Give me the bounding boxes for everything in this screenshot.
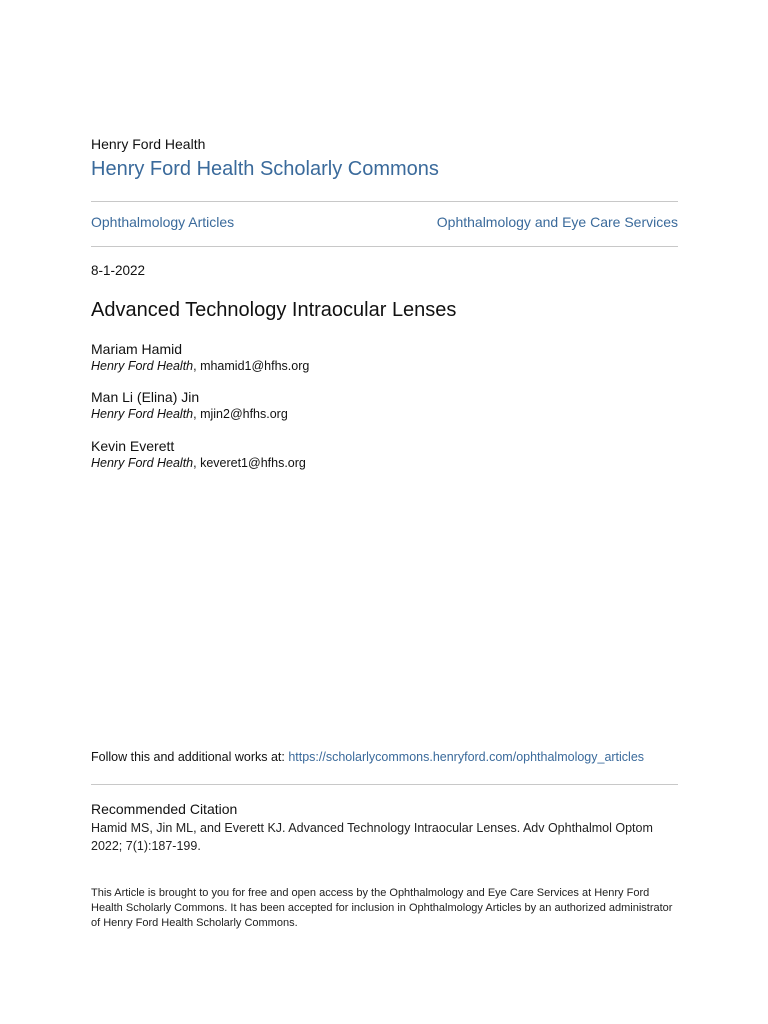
author-affiliation	[91, 358, 309, 375]
follow-label: Follow this and additional works at:	[91, 750, 289, 764]
author-block	[91, 389, 288, 423]
author-email: , mjin2@hfhs.org	[193, 407, 288, 421]
collection-url-link[interactable]: https://scholarlycommons.henryford.com/ophthalmology_articles	[288, 750, 645, 764]
publication-date: 8-1-2022	[91, 263, 146, 278]
follow-line	[91, 750, 644, 764]
author-organization: Henry Ford Health	[91, 407, 194, 421]
institution-name: Henry Ford Health	[91, 136, 206, 152]
author-affiliation	[91, 455, 306, 472]
author-name: Mariam Hamid	[91, 341, 183, 357]
divider-bottom	[91, 784, 678, 785]
author-affiliation	[91, 406, 288, 423]
citation-text: Hamid MS, Jin ML, and Everett KJ. Advanced Technology Intraocular Lenses. Adv Ophthalmol Optom 2022; 7(1):187-199.	[91, 821, 653, 853]
cover-page	[91, 0, 678, 1024]
author-name: Kevin Everett	[91, 438, 175, 454]
repository-title-link[interactable]: Henry Ford Health Scholarly Commons	[91, 158, 439, 180]
author-name: Man Li (Elina) Jin	[91, 389, 200, 405]
article-title: Advanced Technology Intraocular Lenses	[91, 299, 457, 321]
divider-nav	[91, 246, 678, 247]
author-block	[91, 341, 309, 375]
author-email: , keveret1@hfhs.org	[193, 456, 306, 470]
series-link-ophthalmology-articles[interactable]: Ophthalmology Articles	[91, 214, 235, 230]
author-organization: Henry Ford Health	[91, 359, 194, 373]
citation-heading: Recommended Citation	[91, 801, 238, 817]
author-organization: Henry Ford Health	[91, 456, 194, 470]
divider-top	[91, 201, 678, 202]
author-block	[91, 438, 306, 472]
author-email: , mhamid1@hfhs.org	[193, 359, 310, 373]
access-notice: This Article is brought to you for free and open access by the Ophthalmology and Eye Care Services at Henry Ford Health Scholarly Commons. It has been accepted for inclusion in Ophthalmology Articles by an authorized administrator of Henry Ford Health Scholarly Commons.	[91, 887, 673, 929]
department-link-eye-care-services[interactable]: Ophthalmology and Eye Care Services	[436, 214, 678, 230]
